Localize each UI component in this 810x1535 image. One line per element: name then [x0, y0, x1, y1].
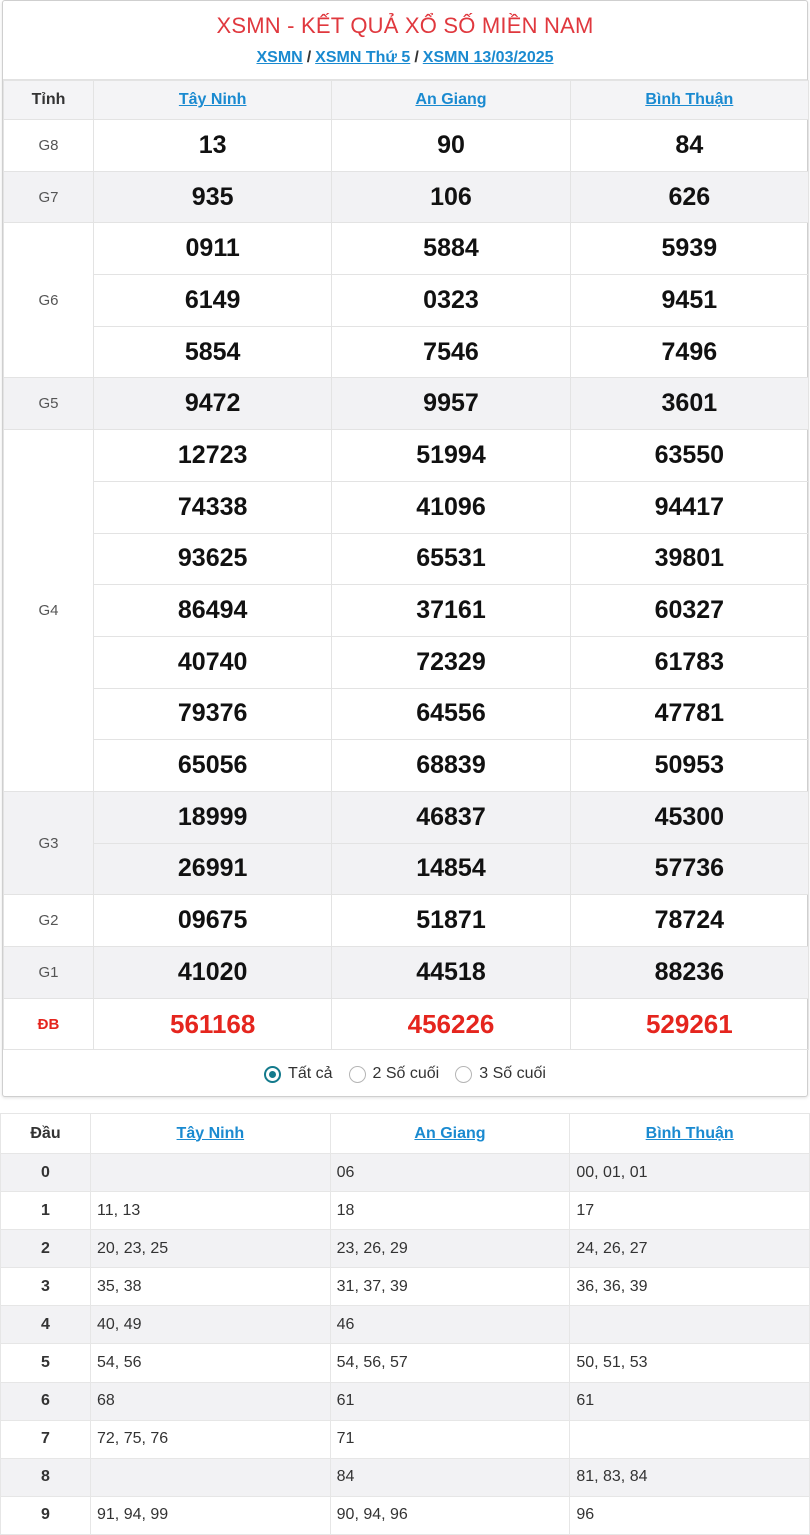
prize-row — [4, 585, 809, 637]
prize-number: 57736 — [570, 843, 808, 895]
prize-label: G6 — [4, 223, 94, 378]
prize-number: 78724 — [570, 895, 808, 947]
prize-number: 935 — [94, 171, 332, 223]
tail-digits-cell: 84 — [330, 1458, 570, 1496]
prize-number: 68839 — [332, 740, 570, 792]
head-digit: 5 — [1, 1344, 91, 1382]
table-row — [1, 1230, 810, 1268]
filter-all-option[interactable] — [264, 1065, 332, 1083]
prize-row — [4, 947, 809, 999]
breadcrumb-separator: / — [306, 49, 312, 66]
prize-row — [4, 895, 809, 947]
province-link-tay-ninh[interactable]: Tây Ninh — [178, 91, 247, 108]
tail-digits-cell: 18 — [330, 1192, 570, 1230]
table-row — [1, 1344, 810, 1382]
radio-last2[interactable] — [349, 1066, 366, 1083]
dau-province-link-an-giang[interactable]: An Giang — [414, 1124, 486, 1142]
prize-number: 60327 — [570, 585, 808, 637]
special-prize-number: 561168 — [94, 998, 332, 1050]
prize-label: G2 — [4, 895, 94, 947]
prize-number: 26991 — [94, 843, 332, 895]
tail-digits-cell: 68 — [91, 1382, 331, 1420]
prize-label: G1 — [4, 947, 94, 999]
tail-digits-cell — [91, 1154, 331, 1192]
prize-number: 7546 — [332, 326, 570, 378]
head-digit: 1 — [1, 1192, 91, 1230]
prize-number: 79376 — [94, 688, 332, 740]
prize-row — [4, 120, 809, 172]
prize-row — [4, 688, 809, 740]
tail-digits-cell: 06 — [330, 1154, 570, 1192]
tail-digits-cell: 90, 94, 96 — [330, 1496, 570, 1534]
prize-row — [4, 636, 809, 688]
head-digit: 7 — [1, 1420, 91, 1458]
results-header — [3, 1, 807, 80]
province-link-an-giang[interactable]: An Giang — [415, 91, 487, 108]
province-column-header: Tỉnh — [4, 81, 94, 120]
tail-digits-cell: 23, 26, 29 — [330, 1230, 570, 1268]
breadcrumb-xsmn-link[interactable]: XSMN — [256, 49, 303, 66]
tail-digits-cell: 54, 56, 57 — [330, 1344, 570, 1382]
tail-digits-cell: 00, 01, 01 — [570, 1154, 810, 1192]
prize-number: 39801 — [570, 533, 808, 585]
prize-number: 74338 — [94, 481, 332, 533]
prize-row — [4, 791, 809, 843]
prize-number: 3601 — [570, 378, 808, 430]
prize-row — [4, 275, 809, 327]
prize-number: 14854 — [332, 843, 570, 895]
province-link-binh-thuan[interactable]: Bình Thuận — [645, 91, 734, 108]
filter-last2-option[interactable] — [349, 1065, 440, 1083]
prize-number: 93625 — [94, 533, 332, 585]
prize-label: ĐB — [4, 998, 94, 1050]
prize-number: 5939 — [570, 223, 808, 275]
prize-row — [4, 326, 809, 378]
head-digit: 2 — [1, 1230, 91, 1268]
prize-row — [4, 171, 809, 223]
special-prize-number: 456226 — [332, 998, 570, 1050]
prize-number: 13 — [94, 120, 332, 172]
prize-number: 106 — [332, 171, 570, 223]
head-digit-column-header: Đầu — [1, 1114, 91, 1154]
prize-number: 90 — [332, 120, 570, 172]
prize-label: G4 — [4, 430, 94, 792]
prize-number: 51994 — [332, 430, 570, 482]
prize-number: 09675 — [94, 895, 332, 947]
tail-digits-cell: 54, 56 — [91, 1344, 331, 1382]
prize-number: 51871 — [332, 895, 570, 947]
tail-digits-cell: 91, 94, 99 — [91, 1496, 331, 1534]
table-row — [1, 1154, 810, 1192]
special-prize-number: 529261 — [570, 998, 808, 1050]
tail-digits-cell — [570, 1306, 810, 1344]
tail-digits-cell: 20, 23, 25 — [91, 1230, 331, 1268]
prize-number: 0911 — [94, 223, 332, 275]
radio-all[interactable] — [264, 1066, 281, 1083]
prize-number: 37161 — [332, 585, 570, 637]
prize-number: 65531 — [332, 533, 570, 585]
prize-label: G3 — [4, 791, 94, 894]
tail-digits-cell: 71 — [330, 1420, 570, 1458]
prize-number: 65056 — [94, 740, 332, 792]
prize-row — [4, 378, 809, 430]
head-digit: 6 — [1, 1382, 91, 1420]
breadcrumb — [3, 49, 807, 67]
tail-digits-cell: 81, 83, 84 — [570, 1458, 810, 1496]
tail-digits-cell: 50, 51, 53 — [570, 1344, 810, 1382]
prize-row — [4, 998, 809, 1050]
prize-number: 72329 — [332, 636, 570, 688]
breadcrumb-separator: / — [414, 49, 419, 66]
table-row — [1, 1306, 810, 1344]
tail-digits-cell — [91, 1458, 331, 1496]
table-row — [1, 1192, 810, 1230]
page-title: XSMN - KẾT QUẢ XỔ SỐ MIỀN NAM — [216, 13, 594, 38]
prize-row — [4, 430, 809, 482]
breadcrumb-weekday-link[interactable]: XSMN Thứ 5 — [315, 49, 411, 66]
tail-digits-cell: 40, 49 — [91, 1306, 331, 1344]
head-digit: 3 — [1, 1268, 91, 1306]
prize-number: 12723 — [94, 430, 332, 482]
prize-number: 61783 — [570, 636, 808, 688]
tail-digits-cell: 96 — [570, 1496, 810, 1534]
tail-digits-cell: 61 — [570, 1382, 810, 1420]
tail-digits-cell: 46 — [330, 1306, 570, 1344]
prize-number: 7496 — [570, 326, 808, 378]
prize-number: 9472 — [94, 378, 332, 430]
tail-digits-cell: 36, 36, 39 — [570, 1268, 810, 1306]
prize-number: 86494 — [94, 585, 332, 637]
dau-province-link-tay-ninh[interactable]: Tây Ninh — [176, 1124, 245, 1142]
head-digit: 0 — [1, 1154, 91, 1192]
prize-row — [4, 223, 809, 275]
prize-label: G5 — [4, 378, 94, 430]
prize-label: G8 — [4, 120, 94, 172]
tail-digits-cell: 72, 75, 76 — [91, 1420, 331, 1458]
prize-number: 41096 — [332, 481, 570, 533]
head-digit: 9 — [1, 1496, 91, 1534]
tail-digits-cell — [570, 1420, 810, 1458]
filter-all-label: Tất cả — [288, 1065, 333, 1083]
results-card — [2, 0, 808, 1097]
table-row — [1, 1420, 810, 1458]
prize-number: 626 — [570, 171, 808, 223]
prize-row — [4, 533, 809, 585]
prize-number: 9957 — [332, 378, 570, 430]
prize-number: 88236 — [570, 947, 808, 999]
prize-number: 40740 — [94, 636, 332, 688]
prize-row — [4, 481, 809, 533]
table-row — [1, 1496, 810, 1534]
prize-row — [4, 740, 809, 792]
prize-number: 41020 — [94, 947, 332, 999]
tail-digits-cell: 35, 38 — [91, 1268, 331, 1306]
tail-digits-cell: 24, 26, 27 — [570, 1230, 810, 1268]
tail-digits-cell: 61 — [330, 1382, 570, 1420]
breadcrumb-date-link[interactable]: XSMN 13/03/2025 — [422, 49, 554, 66]
prize-number: 64556 — [332, 688, 570, 740]
table-row — [1, 1268, 810, 1306]
filter-last2-label: 2 Số cuối — [372, 1065, 440, 1083]
prize-number: 5884 — [332, 223, 570, 275]
prize-number: 44518 — [332, 947, 570, 999]
prize-number: 84 — [570, 120, 808, 172]
table-row — [1, 1382, 810, 1420]
prize-number: 45300 — [570, 791, 808, 843]
radio-last3[interactable] — [455, 1066, 472, 1083]
filter-last3-option[interactable] — [455, 1065, 546, 1083]
prize-number: 9451 — [570, 275, 808, 327]
dau-province-link-binh-thuan[interactable]: Bình Thuận — [645, 1124, 734, 1142]
prize-number: 94417 — [570, 481, 808, 533]
prize-number: 0323 — [332, 275, 570, 327]
head-digit: 8 — [1, 1458, 91, 1496]
prize-number: 63550 — [570, 430, 808, 482]
prize-label: G7 — [4, 171, 94, 223]
table-row — [1, 1458, 810, 1496]
digit-filter-options — [3, 1050, 807, 1098]
prize-row — [4, 843, 809, 895]
prize-number: 47781 — [570, 688, 808, 740]
prize-number: 18999 — [94, 791, 332, 843]
prize-number: 50953 — [570, 740, 808, 792]
tail-digits-cell: 11, 13 — [91, 1192, 331, 1230]
prize-number: 5854 — [94, 326, 332, 378]
tail-digits-cell: 31, 37, 39 — [330, 1268, 570, 1306]
head-digit: 4 — [1, 1306, 91, 1344]
filter-last3-label: 3 Số cuối — [479, 1065, 546, 1083]
tail-digits-cell: 17 — [570, 1192, 810, 1230]
results-table — [3, 80, 809, 1050]
head-digit-table — [0, 1113, 810, 1535]
prize-number: 6149 — [94, 275, 332, 327]
prize-number: 46837 — [332, 791, 570, 843]
